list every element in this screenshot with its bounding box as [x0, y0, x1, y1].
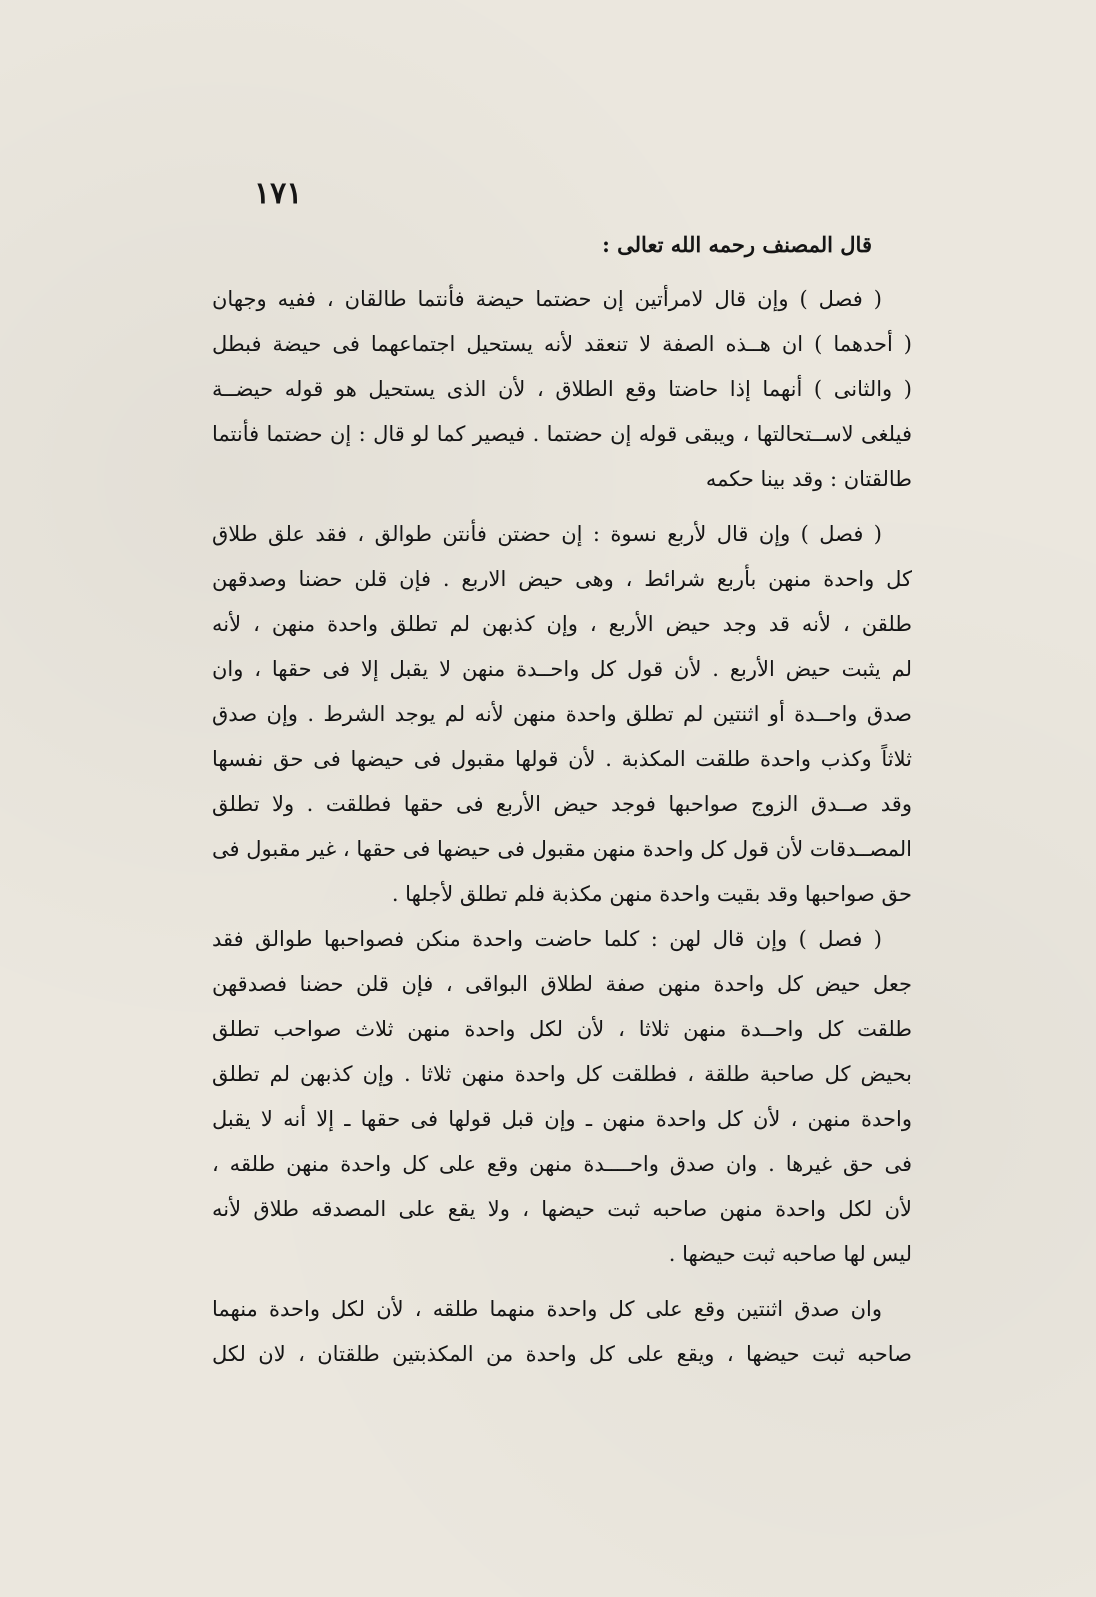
text-line: ( فصل ) وإن قال لامرأتين إن حضتما حيضة فأنتما طالقان ، ففيه وجهان	[212, 287, 882, 311]
paragraph-gap	[212, 267, 912, 277]
text-line: صاحبه ثبت حيضها ، ويقع على كل واحدة من المكذبتين طلقتان ، لان لكل	[212, 1342, 912, 1366]
text-line: لم يثبت حيض الأربع . لأن قول كل واحــدة منهن لا يقبل إلا فى حقها ، وان	[212, 657, 912, 681]
text-line: لأن لكل واحدة منهن صاحبه ثبت حيضها ، ولا يقع على المصدقه طلاق لأنه	[212, 1197, 912, 1221]
text-line: فيلغى لاســتحالتها ، ويبقى قوله إن حضتما . فيصير كما لو قال : إن حضتما فأنتما	[212, 422, 912, 446]
paragraph-gap	[212, 1277, 912, 1287]
text-line: طالقتان : وقد بينا حكمه	[705, 467, 912, 491]
text-line: جعل حيض كل واحدة منهن صفة لطلاق البواقى ، فإن قلن حضنا فصدقهن	[212, 972, 912, 996]
text-line: وقد صــدق الزوج صواحبها فوجد حيض الأربع فى حقها فطلقت . ولا تطلق	[212, 792, 912, 816]
text-line: ثلاثاً وكذب واحدة طلقت المكذبة . لأن قولها مقبول فى حيضها فى حق نفسها	[212, 747, 912, 771]
text-line: حق صواحبها وقد بقيت واحدة منهن مكذبة فلم تطلق لأجلها .	[391, 882, 912, 906]
text-line: ليس لها صاحبه ثبت حيضها .	[668, 1242, 912, 1266]
text-line: ( والثانى ) أنهما إذا حاضتا وقع الطلاق ، لأن الذى يستحيل هو قوله حيضــة	[212, 377, 912, 401]
text-line: طلقن ، لأنه قد وجد حيض الأربع ، وإن كذبهن لم تطلق واحدة منهن ، لأنه	[212, 612, 912, 636]
text-line: ( أحدهما ) ان هــذه الصفة لا تنعقد لأنه يستحيل اجتماعهما فى حيضة فبطل	[212, 332, 912, 356]
text-line: المصــدقات لأن قول كل واحدة منهن مقبول فى حيضها فى حقها ، غير مقبول فى	[212, 837, 912, 861]
text-line: كل واحدة منهن بأربع شرائط ، وهى حيض الاربع . فإن قلن حضنا وصدقهن	[212, 567, 912, 591]
text-line: بحيض كل صاحبة طلقة ، فطلقت كل واحدة منهن ثلاثا . وإن كذبهن لم تطلق	[212, 1062, 912, 1086]
body-text	[212, 222, 912, 1442]
section-heading: قال المصنف رحمه الله تعالى :	[602, 232, 872, 257]
text-line: صدق واحــدة أو اثنتين لم تطلق واحدة منهن لأنه لم يوجد الشرط . وإن صدق	[212, 702, 912, 726]
page-number: ١٧١	[254, 176, 303, 211]
text-line: وان صدق اثنتين وقع على كل واحدة منهما طلقه ، لأن لكل واحدة منهما	[212, 1297, 882, 1321]
text-line: ( فصل ) وإن قال لأربع نسوة : إن حضتن فأنتن طوالق ، فقد علق طلاق	[212, 522, 882, 546]
text-line: طلقت كل واحــدة منهن ثلاثا ، لأن لكل واحدة منهن ثلاث صواحب تطلق	[212, 1017, 912, 1041]
text-line: فى حق غيرها . وان صدق واحــــدة منهن وقع على كل واحدة منهن طلقه ،	[212, 1152, 912, 1176]
text-line: واحدة منهن ، لأن كل واحدة منهن ـ وإن قبل قولها فى حقها ـ إلا أنه لا يقبل	[212, 1107, 912, 1131]
paragraph-gap	[212, 502, 912, 512]
text-line: ( فصل ) وإن قال لهن : كلما حاضت واحدة منكن فصواحبها طوالق فقد	[212, 927, 883, 951]
